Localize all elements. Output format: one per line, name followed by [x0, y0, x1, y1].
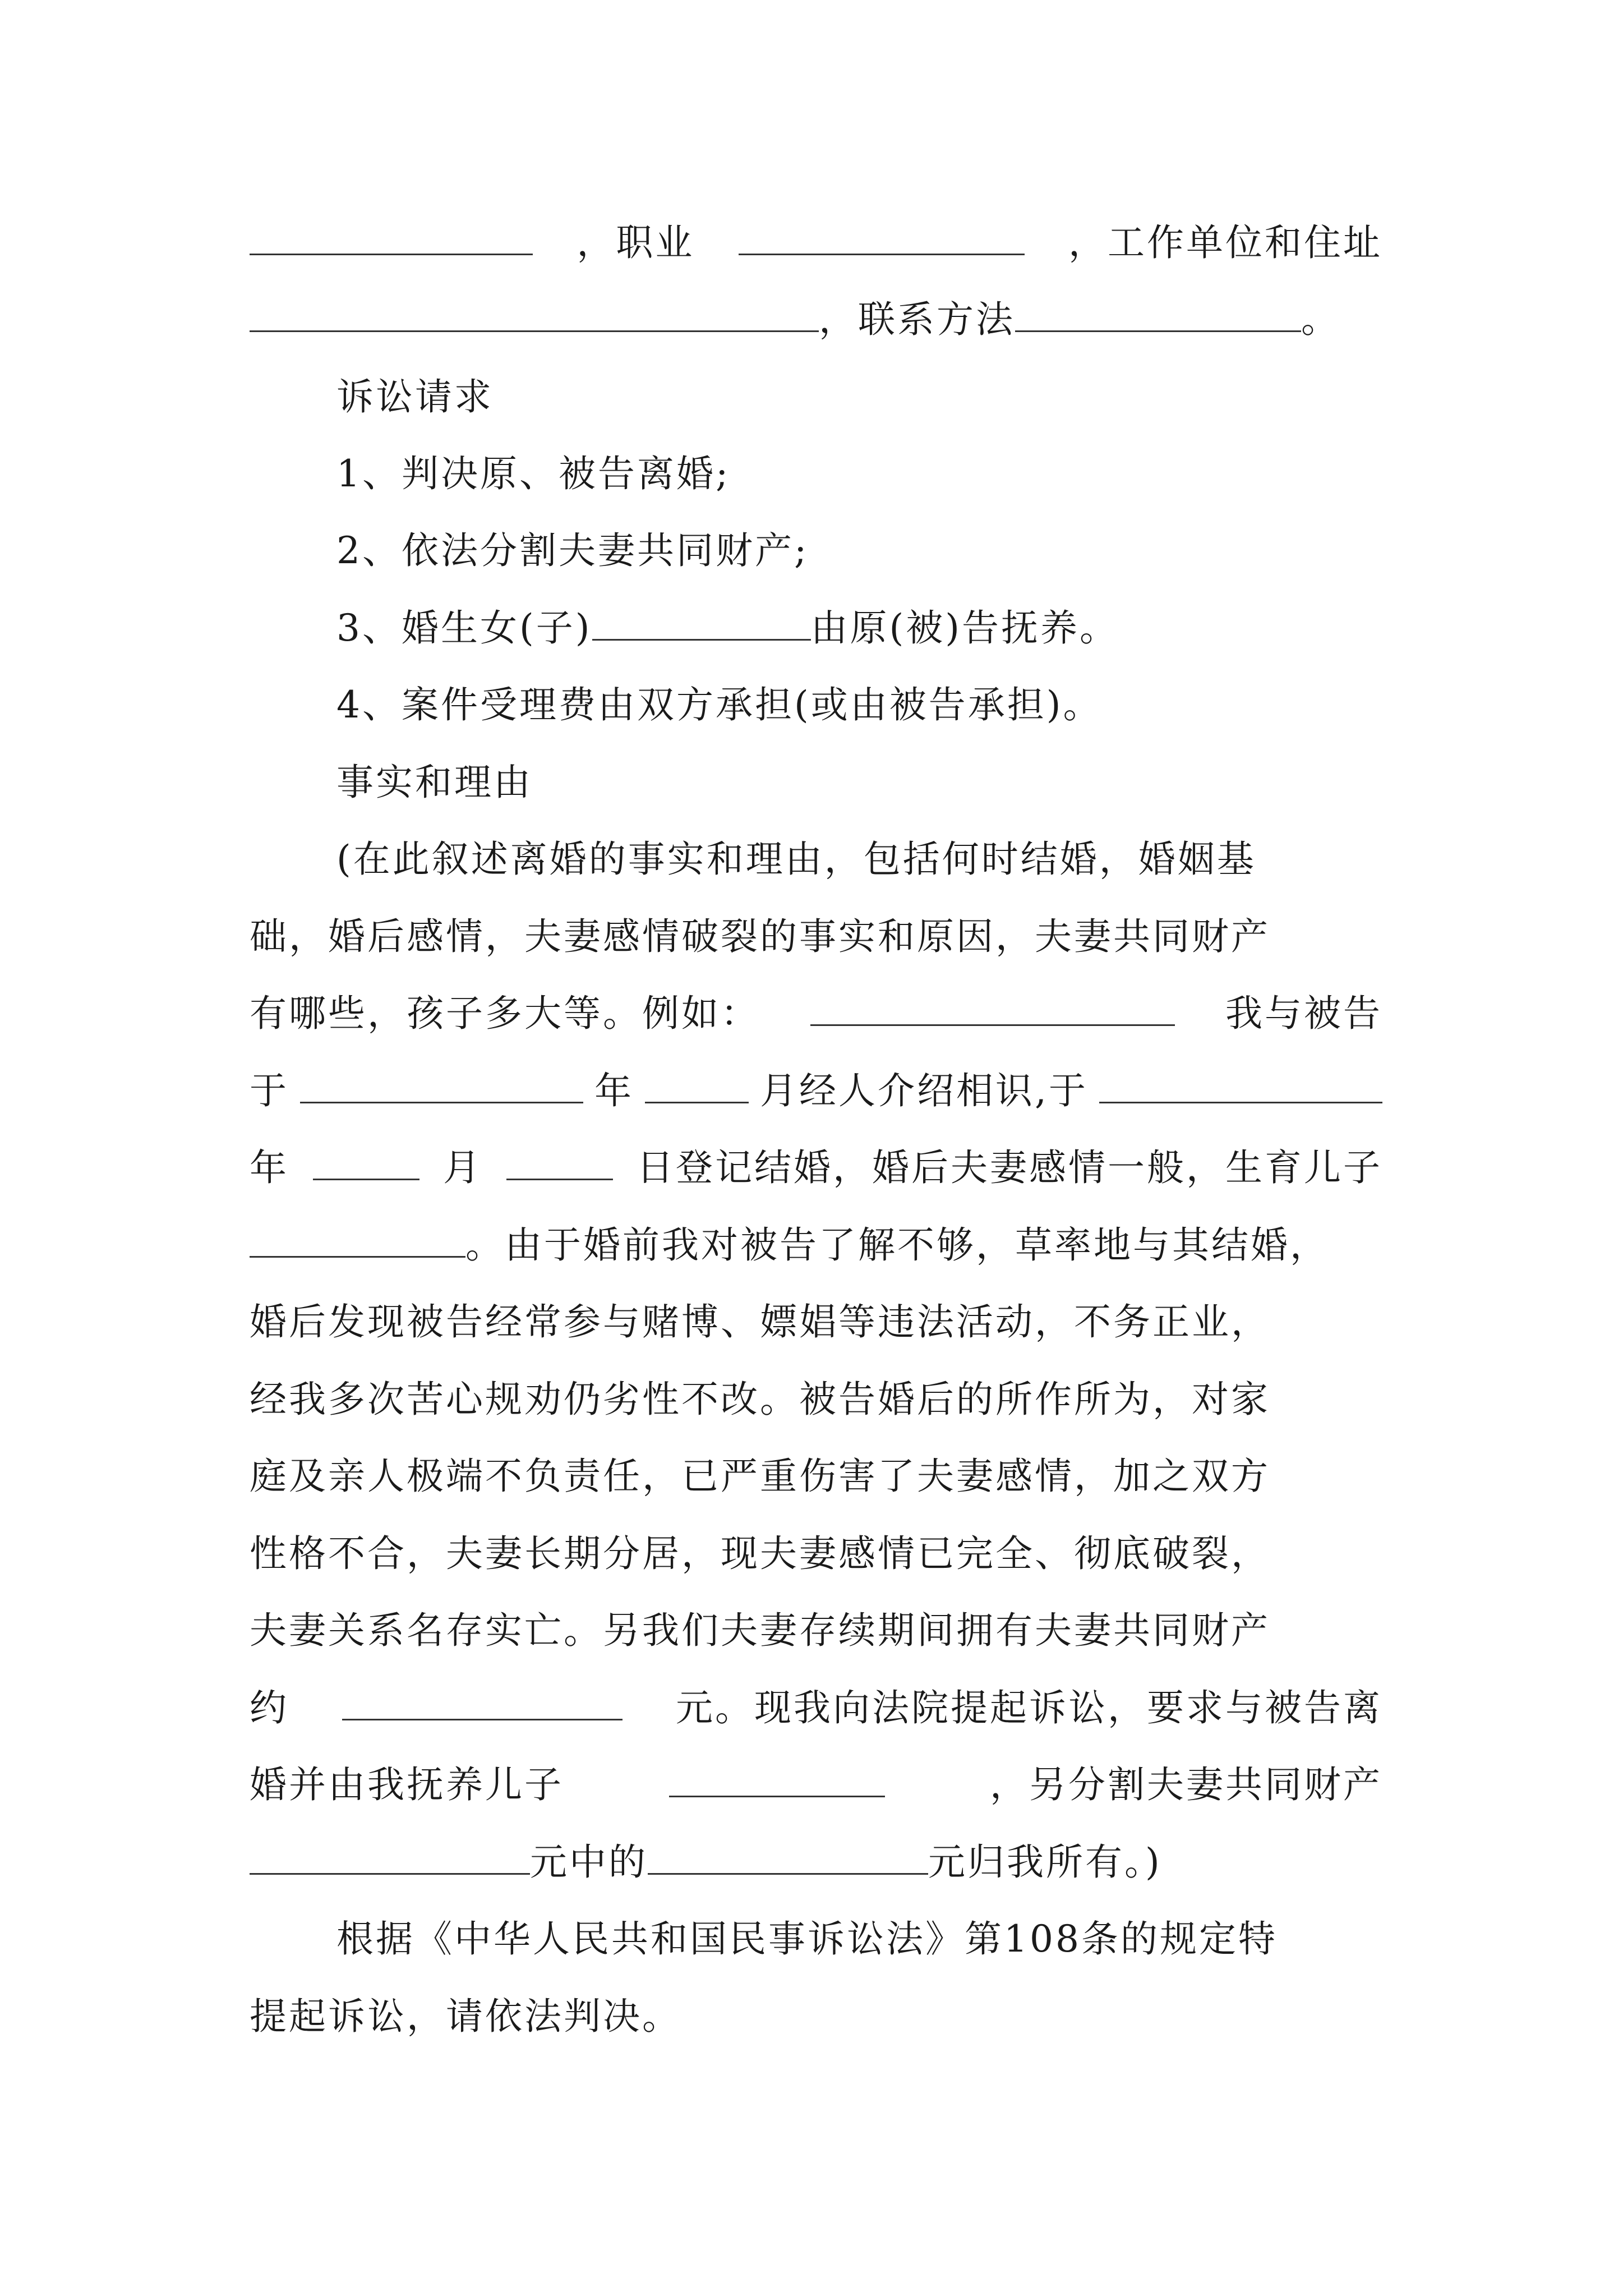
- text-segment: 元。现我向法院提起诉讼，要求与被告离: [676, 1686, 1382, 1729]
- blank-field: [739, 217, 1025, 255]
- blank-field: [506, 1142, 613, 1180]
- blank-field: [645, 1065, 749, 1103]
- blank-field: [1099, 1065, 1382, 1103]
- facts-paragraph-line: [250, 1751, 1382, 1819]
- facts-paragraph-line: [250, 1829, 1382, 1896]
- facts-paragraph-line: 夫妻关系名存实亡。另我们夫妻存续期间拥有夫妻共同财产: [250, 1609, 1270, 1652]
- text-segment: 元归我所有。): [928, 1841, 1162, 1884]
- text-segment: 。由于婚前我对被告了解不够，草率地与其结婚，: [465, 1223, 1329, 1267]
- facts-paragraph-line: 性格不合，夫妻长期分居，现夫妻感情已完全、彻底破裂，: [250, 1532, 1270, 1575]
- text-segment: ，另分割夫妻共同财产: [990, 1763, 1382, 1806]
- blank-field: [342, 1682, 623, 1720]
- text-segment: ，职业: [577, 221, 695, 264]
- text-segment: 由原(被)告抚养。: [810, 606, 1119, 650]
- text-segment: ，联系方法: [819, 298, 1015, 341]
- text-segment: ，工作单位和住址: [1068, 221, 1382, 264]
- blank-field: [1015, 293, 1301, 332]
- text-segment: 月经人介绍相识,于: [760, 1069, 1088, 1112]
- text-segment: 于: [250, 1069, 289, 1112]
- party-info-line-2: [250, 286, 1382, 353]
- party-info-line-1: [250, 209, 1382, 277]
- text-segment: 日登记结婚，婚后夫妻感情一般，生育儿子: [637, 1146, 1382, 1189]
- text-segment: 月: [443, 1146, 482, 1189]
- claim-item-1: 1、判决原、被告离婚;: [336, 452, 731, 495]
- facts-paragraph-line: [250, 1134, 1382, 1202]
- blank-field: [300, 1065, 583, 1103]
- text-segment: 约: [250, 1686, 289, 1729]
- closing-paragraph-line: 提起诉讼，请依法判决。: [250, 1995, 681, 2038]
- claim-item-3: [336, 595, 1382, 662]
- closing-paragraph-line: 根据《中华人民共和国民事诉讼法》第108条的规定特: [336, 1917, 1278, 1961]
- facts-paragraph-line: [250, 1212, 1382, 1279]
- text-segment: 3、婚生女(子): [336, 606, 592, 650]
- section-heading-claims: 诉讼请求: [336, 375, 494, 418]
- blank-field: [592, 602, 811, 641]
- blank-field: [250, 1219, 465, 1258]
- text-segment: 有哪些，孩子多大等。例如：: [250, 992, 760, 1035]
- blank-field: [810, 987, 1175, 1026]
- text-segment: 年: [594, 1069, 634, 1112]
- blank-field: [648, 1836, 928, 1875]
- blank-field: [250, 293, 819, 332]
- blank-field: [250, 1836, 530, 1875]
- text-segment: 我与被告: [1225, 992, 1382, 1035]
- text-segment: 。: [1301, 298, 1340, 341]
- claim-item-4: 4、案件受理费由双方承担(或由被告承担)。: [336, 683, 1103, 726]
- facts-paragraph-line: 经我多次苦心规劝仍劣性不改。被告婚后的所作所为，对家: [250, 1378, 1270, 1421]
- facts-paragraph-line: [250, 1057, 1382, 1125]
- facts-paragraph-line: [250, 980, 1382, 1047]
- text-segment: 婚并由我抚养儿子: [250, 1763, 564, 1806]
- facts-paragraph-line: [250, 1674, 1382, 1742]
- blank-field: [250, 217, 533, 255]
- claim-item-2: 2、依法分割夫妻共同财产;: [336, 529, 809, 572]
- text-segment: 元中的: [530, 1841, 648, 1884]
- facts-paragraph-line: 婚后发现被告经常参与赌博、嫖娼等违法活动，不务正业，: [250, 1300, 1270, 1343]
- blank-field: [669, 1759, 885, 1797]
- blank-field: [313, 1142, 419, 1180]
- section-heading-facts: 事实和理由: [336, 761, 533, 804]
- facts-paragraph-line: 础，婚后感情，夫妻感情破裂的事实和原因，夫妻共同财产: [250, 915, 1270, 958]
- facts-paragraph-line: (在此叙述离婚的事实和理由，包括何时结婚，婚姻基: [336, 838, 1256, 881]
- text-segment: 年: [250, 1146, 289, 1189]
- facts-paragraph-line: 庭及亲人极端不负责任，已严重伤害了夫妻感情，加之双方: [250, 1455, 1270, 1498]
